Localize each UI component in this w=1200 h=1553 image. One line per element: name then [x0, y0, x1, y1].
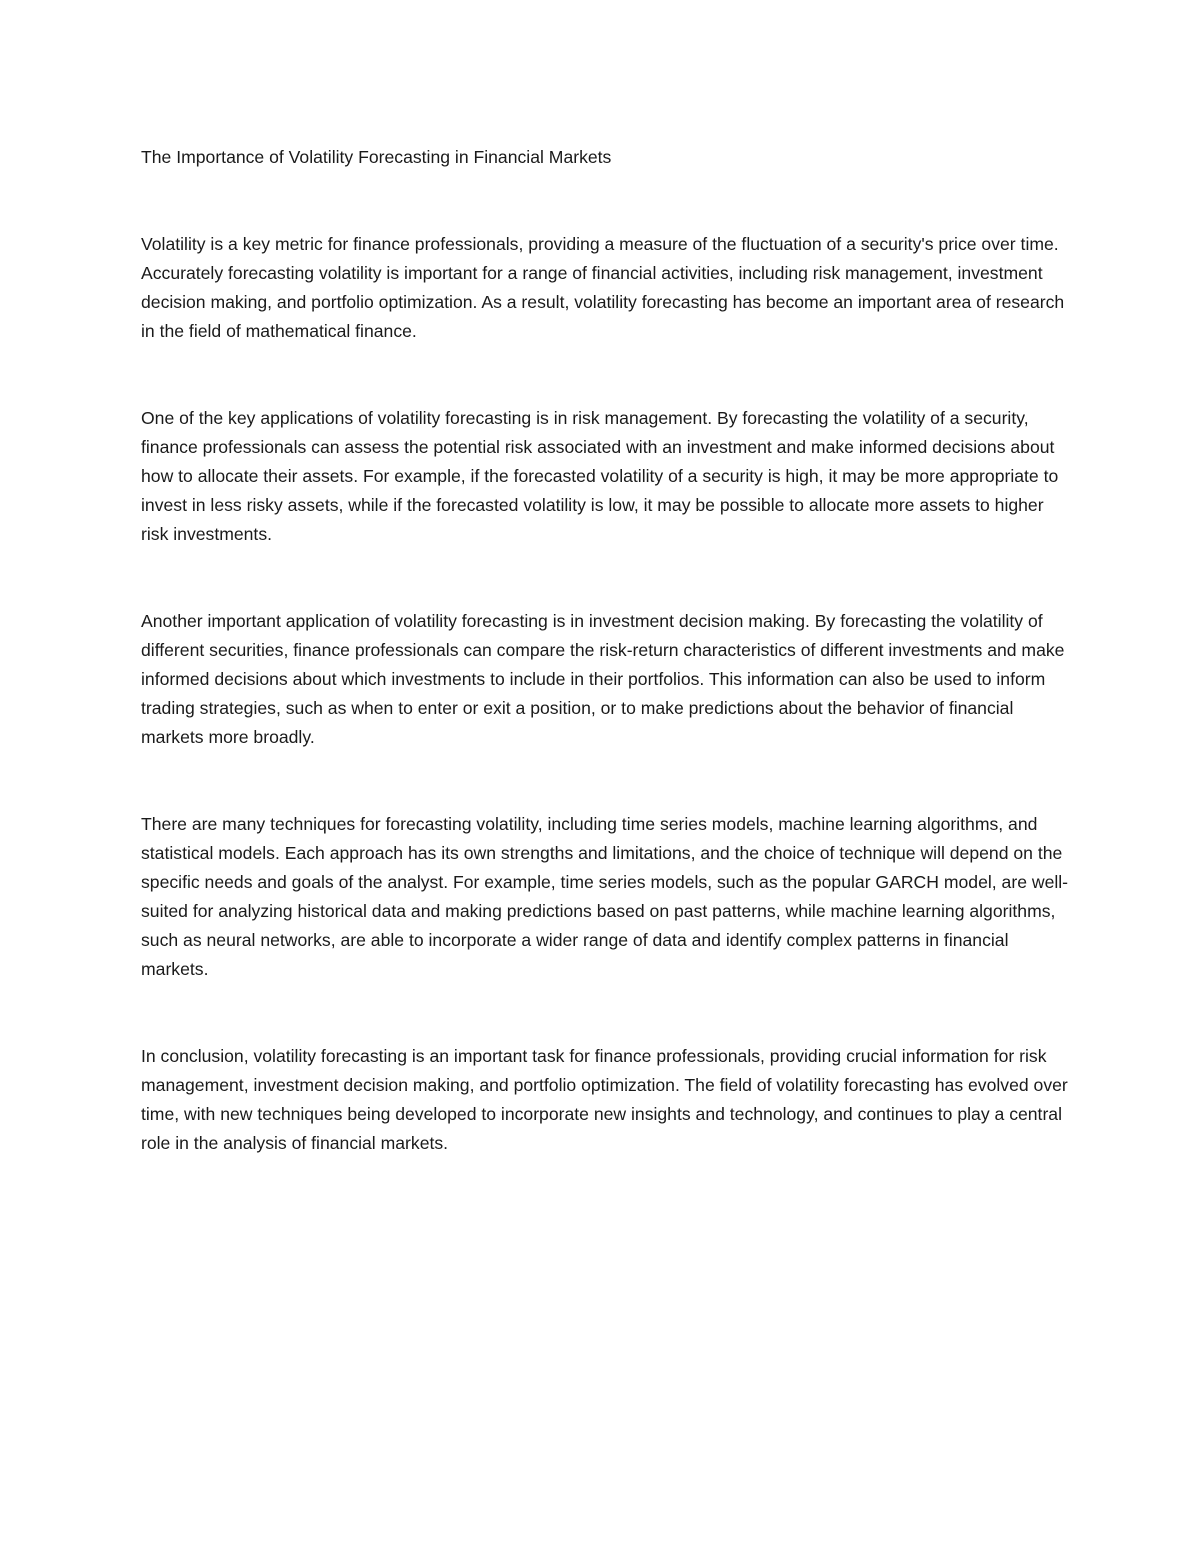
paragraph-investment-decisions: Another important application of volatility forecasting is in investment decision making. By forecasting the volatility of different securities, finance professionals can compare the risk-return characteristics of different investments and make informed decisions about which investments to include in their portfolios. This information can also be used to inform trading strategies, such as when to enter or exit a position, or to make predictions about the behavior of financial markets more broadly.: [141, 611, 1065, 747]
paragraph-risk-management: One of the key applications of volatility forecasting is in risk management. By forecasting the volatility of a security, finance professionals can assess the potential risk associated with an investment and make informed decisions about how to allocate their assets. For example, if the forecasted volatility of a security is high, it may be more appropriate to invest in less risky assets, while if the forecasted volatility is low, it may be possible to allocate more assets to higher risk investments.: [141, 408, 1059, 544]
paragraph-techniques: There are many techniques for forecasting volatility, including time series models, machine learning algorithms, and statistical models. Each approach has its own strengths and limitations, and the choice of technique will depend on the specific needs and goals of the analyst. For example, time series models, such as the popular GARCH model, are well-suited for analyzing historical data and making predictions based on past patterns, while machine learning algorithms, such as neural networks, are able to incorporate a wider range of data and identify complex patterns in financial markets.: [141, 814, 1069, 979]
document-title: The Importance of Volatility Forecasting in Financial Markets: [141, 147, 612, 167]
paragraph-conclusion: In conclusion, volatility forecasting is an important task for finance professionals, providing crucial information for risk management, investment decision making, and portfolio optimization. The field of volatility forecasting has evolved over time, with new techniques being developed to incorporate new insights and technology, and continues to play a central role in the analysis of financial markets.: [141, 1046, 1068, 1153]
paragraph-introduction: Volatility is a key metric for finance professionals, providing a measure of the fluctuation of a security's price over time. Accurately forecasting volatility is important for a range of financial activities, including risk management, investment decision making, and portfolio optimization. As a result, volatility forecasting has become an important area of research in the field of mathematical finance.: [141, 234, 1065, 341]
document-body: [141, 143, 1071, 1216]
